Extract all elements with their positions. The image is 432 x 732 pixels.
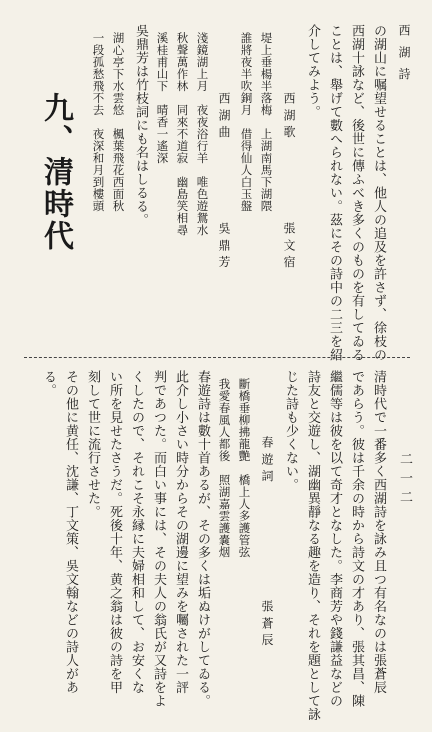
bottom-prose-line: 詩友と交遊し、湖幽異靜なる趣を造り、それを題として詠	[305, 370, 320, 721]
poem-line: 湖心亭下水雲悠 楓葉飛花西面秋	[111, 32, 126, 212]
poem-author: 張 蒼 辰	[260, 600, 274, 647]
poem-title: 西 湖 曲	[217, 92, 231, 139]
poem-line: 斷橋垂柳拂龍艷 橋上人多護管弦	[237, 378, 252, 558]
page-number: 二一二	[397, 452, 412, 509]
bottom-prose-line: 繼儒等は彼を以て奇才となした。李商芳や錢謙益などの	[327, 370, 342, 708]
bottom-prose-line: くしたので、それこそ永縁に夫婦相和して、お安くな	[129, 370, 144, 694]
bottom-prose-line: 刻して世に流行させた。	[85, 370, 100, 519]
running-title: 西 湖 詩	[397, 24, 411, 83]
poem-title: 春 遊 詞	[260, 436, 274, 483]
bottom-prose-line: 判であつた。而白い事には、その夫人の翁氏が又詩をよ	[151, 370, 166, 708]
bottom-prose-line: じた詩も少くない。	[283, 370, 298, 492]
section-divider	[24, 357, 410, 358]
bottom-prose-line: 此介し小さい時分からその湖邊に望みを囑された一評	[173, 370, 188, 694]
poem-author: 吳 鼎 芳	[217, 222, 231, 269]
poem-title: 西 湖 歌	[282, 92, 296, 139]
top-prose-line: 介してみよう。	[305, 24, 320, 119]
bottom-prose-line: い所を見せたさうだ。死後十年、黄之翁は彼の詩を甲	[107, 370, 122, 694]
poem-line: 秋聲萬作林 同來不道寂 幽島笑相尋	[175, 32, 190, 236]
poem-line: 我愛春風人都後 照湖嘉雲護嚢烟	[217, 378, 232, 558]
top-prose-line: の湖山に嘱望せることは、他人の追及を許さず、徐枝の	[371, 24, 386, 362]
top-prose-line: 吳鼎芳は竹枝詞にも名はしるる。	[133, 24, 148, 227]
poem-line: 一段孤愁飛不去 夜深和月到樓頭	[91, 32, 106, 212]
poem-line: 溪桂甫山下 晴香一遙深	[155, 32, 170, 164]
top-prose-line: ことは、舉げて數へられない。茲にその詩中の二三を紹	[327, 24, 342, 362]
bottom-prose-line: その他に黄任、沈謙、丁文策、吳文翰などの詩人があ	[63, 370, 78, 694]
bottom-prose-line: 春遊詩は數十首あるが、その多くは垢ぬけがしてゐる。	[195, 370, 210, 708]
bottom-prose-line: る。	[41, 370, 56, 397]
poem-line: 誰將夜半吹銅月 借得仙人白玉盤	[239, 32, 254, 212]
poem-line: 淺鏡湖上月 夜夜浴行羊 唯色遊鴛水	[195, 32, 210, 236]
bottom-prose-line: であらう。彼は千余の時から詩文の才あり、張其昌、陳	[349, 370, 364, 708]
section-heading: 九、清時代	[38, 92, 73, 252]
poem-author: 張 文 宿	[282, 222, 296, 269]
bottom-prose-line: 清時代で一番多く西湖詩を詠み且つ有名なのは張蒼辰	[371, 370, 386, 694]
top-prose-line: 西湖十詠など、後世に傳ふべき多くのものを有してゐる	[349, 24, 364, 362]
poem-line: 堤上垂楊半落梅 上湖南馬下湖隈	[259, 32, 274, 212]
